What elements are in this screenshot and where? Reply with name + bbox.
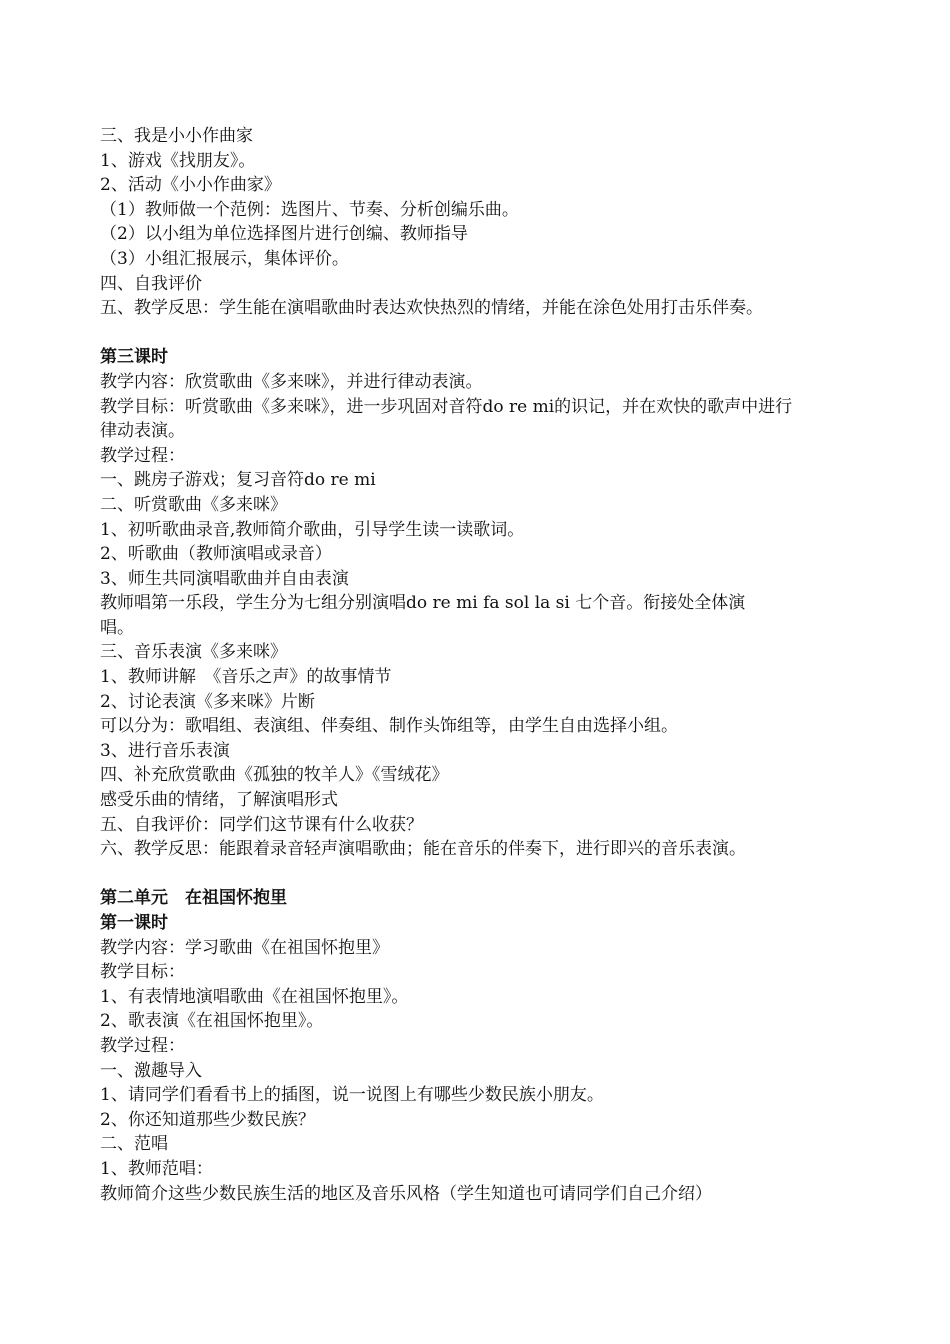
text-line: 六、教学反思：能跟着录音轻声演唱歌曲；能在音乐的伴奏下，进行即兴的音乐表演。	[100, 839, 746, 860]
text-line: 一、激趣导入	[100, 1060, 202, 1081]
text-line: 1、教师范唱：	[100, 1158, 213, 1179]
text-line: 一、跳房子游戏；复习音符do re mi	[100, 470, 376, 491]
text-line: （2）以小组为单位选择图片进行创编、教师指导	[100, 224, 468, 245]
text-line: 教学目标：	[100, 962, 185, 983]
section-unit2	[100, 886, 860, 1206]
text-line: 五、自我评价：同学们这节课有什么收获？	[100, 814, 423, 835]
text-line: 四、补充欣赏歌曲《孤独的牧羊人》《雪绒花》	[100, 765, 449, 786]
section-intro	[100, 124, 860, 321]
document-page	[100, 124, 860, 1206]
text-line: 律动表演。	[100, 421, 185, 442]
section-lesson3	[100, 345, 860, 861]
unit2-heading: 第二单元 在祖国怀抱里	[100, 888, 287, 909]
paragraph-gap	[100, 862, 860, 887]
lesson3-heading: 第三课时	[100, 347, 168, 368]
text-line: 唱。	[100, 617, 134, 638]
text-line: 2、活动《小小作曲家》	[100, 175, 281, 196]
text-line: （1）教师做一个范例：选图片、节奏、分析创编乐曲。	[100, 199, 519, 220]
text-line: 教学过程：	[100, 445, 185, 466]
text-line: 2、你还知道那些少数民族？	[100, 1109, 315, 1130]
text-line: 3、进行音乐表演	[100, 740, 230, 761]
text-line: 1、有表情地演唱歌曲《在祖国怀抱里》。	[100, 986, 409, 1007]
text-line: 1、请同学们看看书上的插图，说一说图上有哪些少数民族小朋友。	[100, 1085, 604, 1106]
text-line: 五、教学反思：学生能在演唱歌曲时表达欢快热烈的情绪，并能在涂色处用打击乐伴奏。	[100, 298, 763, 319]
text-line: 可以分为：歌唱组、表演组、伴奏组、制作头饰组等，由学生自由选择小组。	[100, 716, 678, 737]
text-line: 教学内容：学习歌曲《在祖国怀抱里》	[100, 937, 389, 958]
text-line: 教学过程：	[100, 1035, 185, 1056]
text-line: 教师简介这些少数民族生活的地区及音乐风格（学生知道也可请同学们自己介绍）	[100, 1183, 712, 1204]
text-line: 2、讨论表演《多来咪》片断	[100, 691, 315, 712]
unit2-lesson1-heading: 第一课时	[100, 913, 168, 933]
text-line: 感受乐曲的情绪，了解演唱形式	[100, 790, 338, 811]
text-line: 1、初听歌曲录音,教师简介歌曲，引导学生读一读歌词。	[100, 519, 525, 540]
text-line: 三、我是小小作曲家	[100, 126, 253, 146]
text-line: 二、听赏歌曲《多来咪》	[100, 494, 287, 515]
paragraph-gap	[100, 321, 860, 346]
text-line: 二、范唱	[100, 1134, 168, 1155]
text-line: 3、师生共同演唱歌曲并自由表演	[100, 568, 349, 589]
text-line: 1、教师讲解 《音乐之声》的故事情节	[100, 667, 392, 688]
text-line: 2、歌表演《在祖国怀抱里》。	[100, 1011, 324, 1032]
text-line: 教学内容：欣赏歌曲《多来咪》，并进行律动表演。	[100, 371, 483, 392]
text-line: 四、自我评价	[100, 273, 202, 294]
text-line: 2、听歌曲（教师演唱或录音）	[100, 544, 332, 565]
text-line: 教学目标：听赏歌曲《多来咪》，进一步巩固对音符do re mi的识记，并在欢快的歌声中进行	[100, 396, 793, 417]
text-line: 教师唱第一乐段，学生分为七组分别演唱do re mi fa sol la si 七个音。衔接处全体演	[100, 593, 746, 614]
text-line: 三、音乐表演《多来咪》	[100, 642, 287, 663]
text-line: 1、游戏《找朋友》。	[100, 150, 256, 171]
text-line: （3）小组汇报展示，集体评价。	[100, 248, 349, 269]
